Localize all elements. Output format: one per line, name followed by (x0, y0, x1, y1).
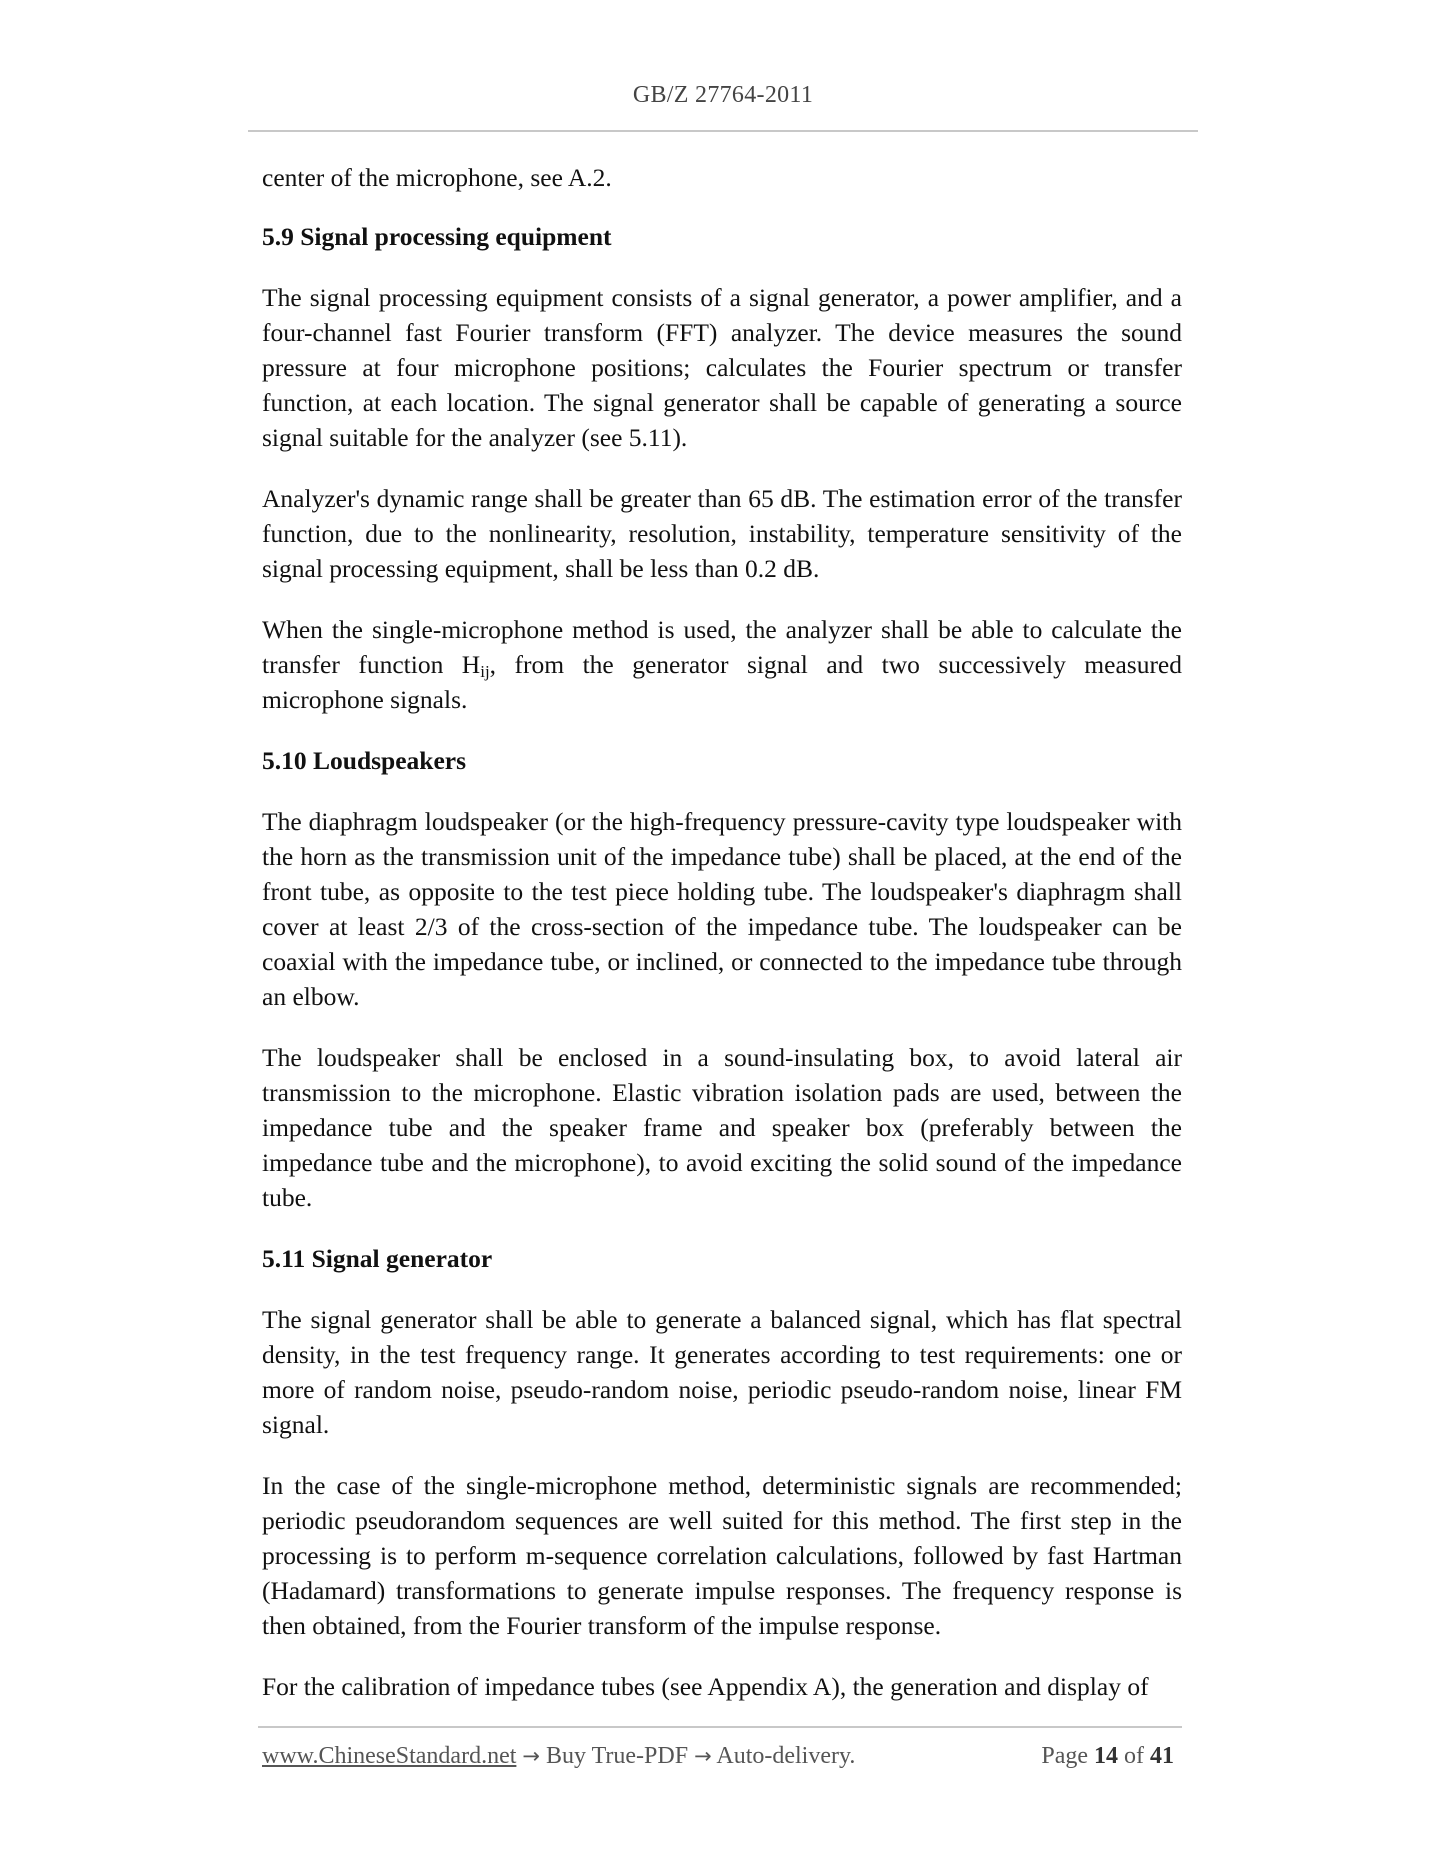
auto-delivery-text: Auto-delivery. (716, 1743, 856, 1769)
arrow-right-icon: → (694, 1744, 712, 1768)
page-word: Page (1041, 1743, 1088, 1769)
buy-true-pdf-text: Buy True-PDF (546, 1743, 689, 1769)
paragraph-calibration: For the calibration of impedance tubes (see Appendix A), the generation and display of (262, 1672, 1149, 1701)
paragraph-dynamic-range: Analyzer's dynamic range shall be greater than 65 dB. The estimation error of the transfer function, due to the nonlinearity, resolution, instability, temperature sensitivity of the signal processing equipment, shall be less than 0.2 dB. (262, 484, 1182, 583)
subscript-ij: ij (480, 662, 490, 681)
paragraph-text-part: , from the generator signal and two successively measured microphone signals. (262, 650, 1182, 714)
document-body (262, 160, 1182, 1730)
paragraph-signal-processing: The signal processing equipment consists of a signal generator, a power amplifier, and a four-channel fast Fourier transform (FFT) analyzer. The device measures the sound pressure at four microphone positions; calculates the Fourier spectrum or transfer function, at each location. The signal generator shall be capable of generating a source signal suitable for the analyzer (see 5.11). (262, 283, 1182, 452)
total-pages: 41 (1150, 1743, 1174, 1769)
current-page: 14 (1094, 1743, 1118, 1769)
footer-divider (258, 1726, 1182, 1728)
paragraph-continuation: center of the microphone, see A.2. (262, 163, 612, 192)
arrow-right-icon: → (522, 1744, 540, 1768)
paragraph-signal-generator: The signal generator shall be able to generate a balanced signal, which has flat spectral density, in the test frequency range. It generates according to test requirements: one or more of random noise, pseudo-random noise, periodic pseudo-random noise, linear FM signal. (262, 1305, 1182, 1439)
paragraph-single-microphone (262, 612, 1182, 717)
paragraph-deterministic-signals: In the case of the single-microphone method, deterministic signals are recommended; periodic pseudorandom sequences are well suited for this method. The first step in the processing is to perform m-sequence correlation calculations, followed by fast Hartman (Hadamard) transformations to generate impulse responses. The frequency response is then obtained, from the Fourier transform of the impulse response. (262, 1471, 1182, 1640)
of-word: of (1124, 1743, 1144, 1769)
paragraph-loudspeaker-enclosure: The loudspeaker shall be enclosed in a sound-insulating box, to avoid lateral air transmission to the microphone. Elastic vibration isolation pads are used, between the impedance tube and the speaker frame and speaker box (preferably between the impedance tube and the microphone), to avoid exciting the solid sound of the impedance tube. (262, 1043, 1182, 1212)
header-divider (248, 130, 1198, 132)
section-heading-5-9: 5.9 Signal processing equipment (262, 222, 612, 251)
paragraph-text-part: When the single-microphone method is used, the analyzer shall be able to calculate the transfer function H (262, 615, 1182, 679)
section-heading-5-11: 5.11 Signal generator (262, 1244, 493, 1273)
footer-links (262, 1743, 855, 1770)
page-number (1041, 1743, 1174, 1770)
website-link[interactable]: www.ChineseStandard.net (262, 1743, 517, 1769)
section-heading-5-10: 5.10 Loudspeakers (262, 746, 467, 775)
page-header: GB/Z 27764-2011 (632, 82, 814, 108)
paragraph-loudspeaker-placement: The diaphragm loudspeaker (or the high-frequency pressure-cavity type loudspeaker with the horn as the transmission unit of the impedance tube) shall be placed, at the end of the front tube, as opposite to the test piece holding tube. The loudspeaker's diaphragm shall cover at least 2/3 of the cross-section of the impedance tube. The loudspeaker can be coaxial with the impedance tube, or inclined, or connected to the impedance tube through an elbow. (262, 807, 1182, 1011)
